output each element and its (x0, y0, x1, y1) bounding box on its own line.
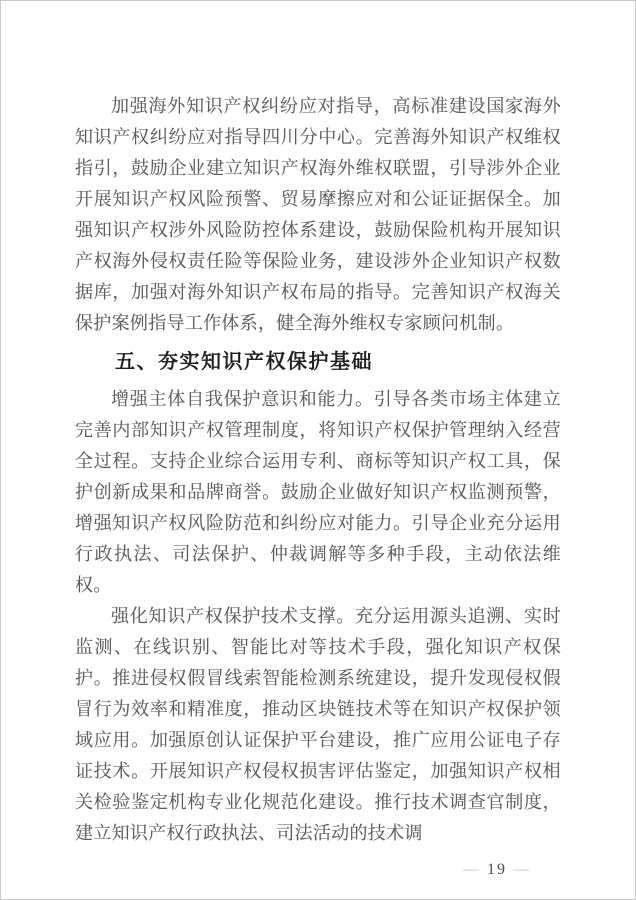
section-heading: 五、夯实知识产权保护基础 (115, 351, 373, 373)
page-number-dash-right: — (513, 861, 531, 878)
page-footer (75, 859, 561, 881)
body-paragraph-overseas-ip-disputes: 加强海外知识产权纠纷应对指导，高标准建设国家海外知识产权纠纷应对指导四川分中心。完善海外知识产权维权指引，鼓励企业建立知识产权海外维权联盟，引导涉外企业开展知识产权风险预警、贸易摩擦应对和公证证据保全。加强知识产权涉外风险防控体系建设，鼓励保险机构开展知识产权海外侵权责任险等保险业务，建设涉外企业知识产权数据库，加强对海外知识产权布局的指导。完善知识产权海关保护案例指导工作体系，健全海外维权专家顾问机制。 (75, 96, 561, 333)
body-paragraph-self-protection: 增强主体自我保护意识和能力。引导各类市场主体建立完善内部知识产权管理制度，将知识产权保护管理纳入经营全过程。支持企业综合运用专利、商标等知识产权工具，保护创新成果和品牌商誉。鼓励企业做好知识产权监测预警，增强知识产权风险防范和纠纷应对能力。引导企业充分运用行政执法、司法保护、仲裁调解等多种手段，主动依法维权。 (75, 389, 561, 595)
body-paragraph-tech-support: 强化知识产权保护技术支撑。充分运用源头追溯、实时监测、在线识别、智能比对等技术手段，强化知识产权保护。推进侵权假冒线索智能检测系统建设，提升发现侵权假冒行为效率和精准度，推动区块链技术等在知识产权保护领域应用。加强原创认证保护平台建设，推广应用公证电子存证技术。开展知识产权侵权损害评估鉴定，加强知识产权相关检验鉴定机构专业化规范化建设。推行技术调查官制度，建立知识产权行政执法、司法活动的技术调 (75, 606, 561, 843)
page-number-dash-left: — (463, 861, 481, 878)
page-number: 19 (487, 861, 507, 878)
